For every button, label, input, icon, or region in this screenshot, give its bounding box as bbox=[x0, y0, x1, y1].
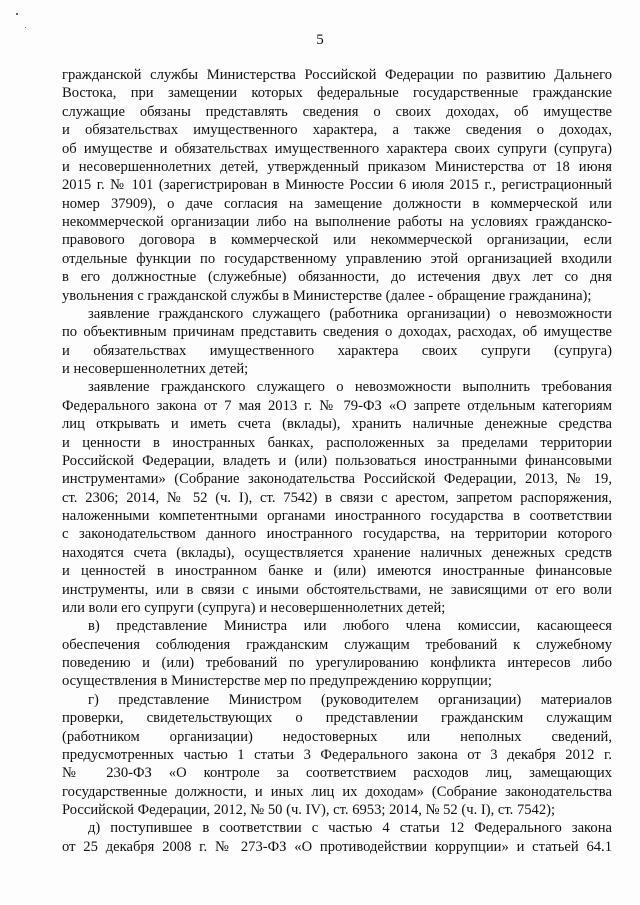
text-line: поведению и (или) требований по урегулированию конфликта интересов либо bbox=[62, 655, 612, 671]
text-line: в) представление Министра или любого члена комиссии, касающееся bbox=[88, 618, 612, 635]
page-number: 5 bbox=[316, 32, 324, 48]
text-line: и несовершеннолетних детей, утвержденный приказом Министерства от 18 июня bbox=[62, 158, 612, 175]
text-line: заявление гражданского служащего (работника организации) о невозможности bbox=[88, 305, 612, 322]
text-line: гражданской службы Министерства Российской Федерации по развитию Дальнего bbox=[62, 67, 612, 83]
scan-speck bbox=[16, 13, 18, 15]
text-line: проверки, свидетельствующих о представлении гражданским служащим bbox=[62, 710, 612, 727]
text-line: увольнения с гражданской службы в Министерстве (далее - обращение гражданина); bbox=[62, 287, 592, 304]
text-line: д) поступившее в соответствии с частью 4 статьи 12 Федерального закона bbox=[88, 820, 612, 837]
text-line: Федерального закона от 7 мая 2013 г. № 79-ФЗ «О запрете отдельным категориям bbox=[62, 397, 612, 414]
text-line: и несовершеннолетних детей; bbox=[62, 361, 249, 377]
text-line: Востока, при замещении которых федеральные государственные гражданские bbox=[62, 85, 612, 102]
text-line: Российской Федерации, 2012, № 50 (ч. IV), ст. 6953; 2014, № 52 (ч. I), ст. 7542); bbox=[62, 802, 556, 818]
text-line: государственные должности, и иных лиц их доходам» (Собрание законодательства bbox=[62, 783, 612, 800]
text-line: наложенными компетентными органами иностранного государства в соответствии bbox=[62, 508, 612, 524]
text-line: и обязательствах имущественного характера, а также сведения о доходах, bbox=[62, 122, 612, 139]
text-line: № 230-ФЗ «О контроле за соответствием расходов лиц, замещающих bbox=[62, 765, 612, 782]
text-line: г) представление Министром (руководителем организации) материалов bbox=[88, 691, 612, 708]
text-line: некоммерческой организации либо на выполнение работы на условиях гражданско- bbox=[62, 214, 612, 230]
text-line: (работником организации) недостоверных или неполных сведений, bbox=[62, 728, 612, 745]
text-line: находятся счета (вклады), осуществляется хранение наличных денежных средств bbox=[62, 544, 612, 561]
text-line: отдельные функции по государственному управлению этой организацией входили bbox=[62, 250, 612, 267]
text-line: по объективным причинам представить сведения о доходах, расходах, об имуществе bbox=[62, 324, 612, 341]
text-line: предусмотренных частью 1 статьи 3 Федерального закона от 3 декабря 2012 г. bbox=[62, 746, 612, 763]
text-line: и обязательствах имущественного характера своих супруги (супруга) bbox=[62, 342, 612, 359]
text-line: и ценности в иностранных банках, расположенных за пределами территории bbox=[62, 434, 612, 451]
scan-speck bbox=[25, 27, 26, 28]
text-line: лиц открывать и иметь счета (вклады), хранить наличные денежные средства bbox=[62, 416, 612, 433]
text-line: служащие обязаны представлять сведения о своих доходах, об имуществе bbox=[62, 103, 612, 120]
text-line: ст. 2306; 2014, № 52 (ч. I), ст. 7542) в связи с арестом, запретом распоряжения, bbox=[62, 489, 612, 506]
text-line: об имуществе и обязательствах имущественного характера своих супруги (супруга) bbox=[62, 140, 612, 157]
text-line: заявление гражданского служащего о невозможности выполнить требования bbox=[88, 379, 612, 396]
text-line: номер 37909), о даче согласия на замещение должности в коммерческой или bbox=[62, 195, 612, 212]
text-line: Российской Федерации, владеть и (или) пользоваться иностранными финансовыми bbox=[62, 452, 612, 469]
text-line: с законодательством данного иностранного государства, на территории которого bbox=[62, 526, 612, 543]
text-line: или воли его супруги (супруга) и несовершеннолетних детей; bbox=[62, 599, 446, 616]
text-line: и ценностей в иностранном банке и (или) имеются иностранные финансовые bbox=[62, 563, 612, 580]
text-line: осуществления в Министерстве мер по предупреждению коррупции; bbox=[62, 673, 492, 690]
text-line: инструментами» (Собрание законодательства Российской Федерации, 2013, № 19, bbox=[62, 471, 612, 488]
text-line: 2015 г. № 101 (зарегистрирован в Минюсте России 6 июля 2015 г., регистрационный bbox=[62, 177, 612, 194]
text-line: инструменты, или в связи с иными обстоятельствами, не зависящими от его воли bbox=[62, 581, 612, 598]
text-line: правового договора в коммерческой или некоммерческой организации, если bbox=[62, 232, 612, 249]
body-text bbox=[62, 66, 612, 856]
text-line: обеспечения соблюдения гражданским служащим требований к служебному bbox=[62, 636, 612, 653]
text-line: в его должностные (служебные) обязанности, до истечения двух лет со дня bbox=[62, 269, 612, 286]
text-line: от 25 декабря 2008 г. № 273-ФЗ «О противодействии коррупции» и статьей 64.1 bbox=[62, 838, 612, 855]
